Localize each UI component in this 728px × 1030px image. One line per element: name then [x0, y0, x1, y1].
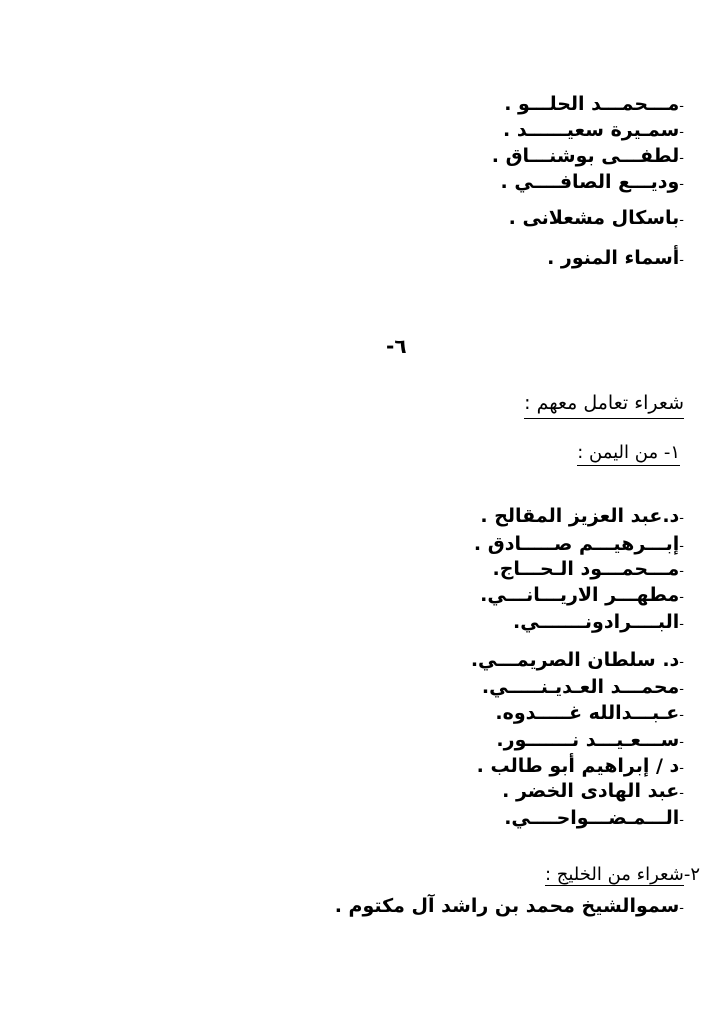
- list-dash: -: [679, 655, 684, 670]
- list-item: [503, 118, 684, 145]
- list-item: [474, 532, 684, 559]
- gulf-heading-text: شعراء من الخليج :: [544, 864, 684, 885]
- list-item: [502, 779, 684, 806]
- section-number: ٦-: [386, 334, 407, 358]
- list-item-text: ســـعـيـــد نـــــــور.: [496, 729, 680, 751]
- list-item-text: مـــحمـــد الحلـــو .: [504, 93, 680, 115]
- list-item-text: د / إبراهيم أبو طالب .: [476, 755, 680, 777]
- list-dash: -: [679, 177, 684, 192]
- gulf-heading-number: ٢-: [683, 864, 700, 885]
- list-item: [477, 754, 684, 781]
- list-item: [471, 648, 684, 675]
- list-item: [547, 246, 684, 273]
- list-item: [492, 557, 684, 584]
- list-dash: -: [679, 617, 684, 632]
- list-item-text: لطفـــى بوشنـــاق .: [491, 145, 680, 167]
- list-dash: -: [679, 761, 684, 776]
- list-dash: -: [679, 125, 684, 140]
- list-item-text: د.عبد العزيز المقالح .: [480, 505, 680, 527]
- list-item-text: باسكال مشعلانى .: [508, 207, 680, 229]
- list-item-text: سمـيرة سعيــــــد .: [503, 119, 680, 141]
- list-item-text: محمـــد العـديـنـــــي.: [481, 676, 680, 698]
- list-item-text: عـبـــدالله غـــــدوه.: [495, 702, 680, 724]
- list-item: [335, 894, 684, 921]
- list-dash: -: [679, 99, 684, 114]
- list-dash: -: [679, 511, 684, 526]
- subsection-heading: ١- من اليمن :: [577, 442, 680, 466]
- list-dash: -: [679, 901, 684, 916]
- list-item-text: أسماء المنور .: [547, 247, 680, 269]
- list-item-text: د. سلطان الصريمـــي.: [470, 649, 680, 671]
- list-dash: -: [679, 682, 684, 697]
- list-dash: -: [679, 735, 684, 750]
- list-item-text: سموالشيخ محمد بن راشد آل مكتوم .: [334, 895, 680, 917]
- gulf-section-heading: [545, 864, 700, 885]
- list-item: [501, 170, 684, 197]
- list-item: [504, 92, 684, 119]
- list-item: [504, 806, 684, 833]
- list-dash: -: [679, 590, 684, 605]
- list-item-text: مطهـــر الاريـــانـــي.: [480, 584, 680, 606]
- section-heading: شعراء تعامل معهم :: [524, 392, 684, 419]
- list-dash: -: [679, 151, 684, 166]
- list-dash: -: [679, 813, 684, 828]
- list-dash: -: [679, 213, 684, 228]
- list-dash: -: [679, 564, 684, 579]
- list-item: [480, 583, 684, 610]
- list-item: [495, 701, 684, 728]
- list-item-text: وديـــع الصافــــي .: [500, 171, 680, 193]
- list-dash: -: [679, 539, 684, 554]
- list-item-text: عبد الهادى الخضر .: [502, 780, 680, 802]
- list-item: [509, 206, 684, 233]
- list-dash: -: [679, 786, 684, 801]
- list-item-text: إبـــرهيـــم صـــــادق .: [473, 533, 680, 555]
- list-item-text: مـــحمـــود الـحـــاج.: [492, 558, 680, 580]
- list-item: [480, 504, 684, 531]
- list-item-text: الـــمـضـــواحــــي.: [504, 807, 680, 829]
- list-item: [496, 728, 684, 755]
- list-item: [482, 675, 684, 702]
- list-item: [513, 610, 684, 637]
- list-dash: -: [679, 708, 684, 723]
- list-item-text: البــــرادونـــــــي.: [512, 611, 680, 633]
- list-item: [492, 144, 684, 171]
- list-dash: -: [679, 253, 684, 268]
